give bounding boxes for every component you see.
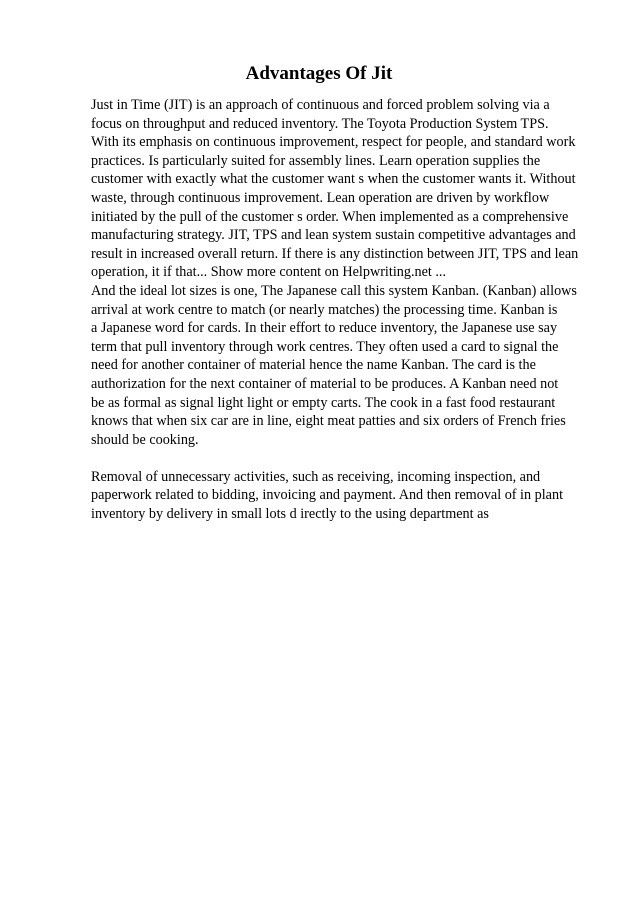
text-line: focus on throughput and reduced inventory. The Toyota Production System TPS. [91,115,549,132]
text-line: be as formal as signal light light or empty carts. The cook in a fast food restaurant [91,394,556,411]
text-line: operation, it if that... Show more content on Helpwriting.net ... [91,264,447,281]
text-line: paperwork related to bidding, invoicing and payment. And then removal of in plant [91,487,564,504]
text-line: practices. Is particularly suited for assembly lines. Learn operation supplies the [91,152,541,169]
text-line: With its emphasis on continuous improvement, respect for people, and standard work [91,134,576,151]
text-line: arrival at work centre to match (or nearly matches) the processing time. Kanban is [91,301,558,318]
text-line: should be cooking. [91,431,199,448]
text-line: customer with exactly what the customer want s when the customer wants it. Without [91,171,576,188]
text-line: result in increased overall return. If there is any distinction between JIT, TPS and lean [91,245,579,262]
page-title: Advantages Of Jit [245,63,393,84]
text-line: initiated by the pull of the customer s order. When implemented as a comprehensive [91,208,569,225]
text-line: authorization for the next container of material to be produces. A Kanban need not [91,375,559,392]
text-line: And the ideal lot sizes is one, The Japanese call this system Kanban. (Kanban) allows [91,282,577,299]
text-line: waste, through continuous improvement. Lean operation are driven by workflow [91,189,550,206]
document-body [91,96,611,524]
text-line: a Japanese word for cards. In their effort to reduce inventory, the Japanese use say [91,320,558,337]
text-line: term that pull inventory through work centres. They often used a card to signal the [91,338,559,355]
paragraph-gap [91,449,611,468]
text-line: Just in Time (JIT) is an approach of continuous and forced problem solving via a [91,97,550,113]
text-line: manufacturing strategy. JIT, TPS and lean system sustain competitive advantages and [91,227,576,244]
text-line: Removal of unnecessary activities, such as receiving, incoming inspection, and [91,468,541,485]
text-line: need for another container of material hence the name Kanban. The card is the [91,357,536,374]
text-line: knows that when six car are in line, eight meat patties and six orders of French fries [91,413,566,430]
text-line: inventory by delivery in small lots d irectly to the using department as [91,506,489,523]
